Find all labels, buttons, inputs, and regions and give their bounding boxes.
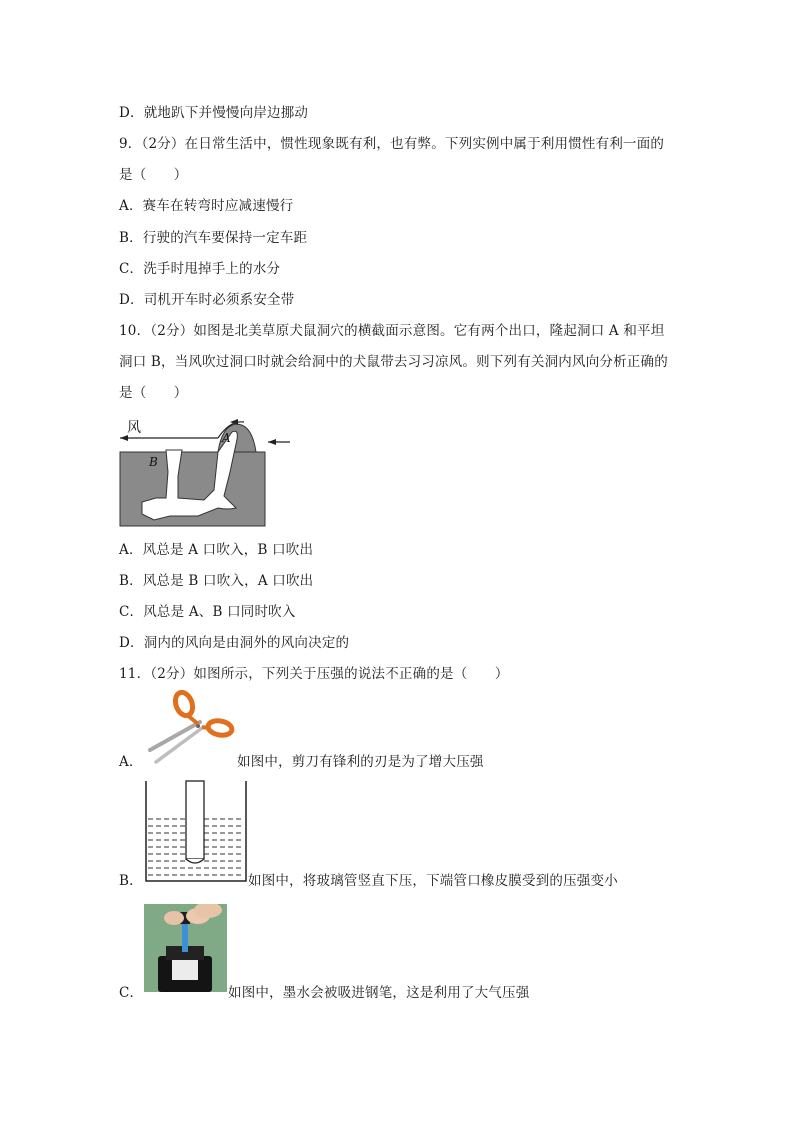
q10-option-a: A．风总是 A 口吹入，B 口吹出 xyxy=(119,542,314,558)
q11-option-c-text: 如图中，墨水会被吸进钢笔，这是利用了大气压强 xyxy=(228,985,530,1001)
wind-label: 风 xyxy=(127,420,141,436)
q9-option-c: C．洗手时甩掉手上的水分 xyxy=(119,261,281,277)
label-a: A xyxy=(222,431,231,445)
q10-stem-line2: 洞口 B，当风吹过洞口时就会给洞中的犬鼠带去习习凉风。则下列有关洞内风向分析正确的 xyxy=(119,354,668,370)
q8-option-d: D．就地趴下并慢慢向岸边挪动 xyxy=(119,105,309,121)
q10-option-b: B．风总是 B 口吹入，A 口吹出 xyxy=(119,573,314,589)
q9-option-d: D．司机开车时必须系安全带 xyxy=(119,292,295,308)
q11-stem: 11．（2分）如图所示，下列关于压强的说法不正确的是（ ） xyxy=(119,666,509,682)
q11-option-a-text: 如图中，剪刀有锋利的刃是为了增大压强 xyxy=(237,754,484,770)
label-b: B xyxy=(149,455,158,469)
q11-option-b-text: 如图中，将玻璃管竖直下压，下端管口橡皮膜受到的压强变小 xyxy=(248,873,618,889)
q9-option-b: B．行驶的汽车要保持一定车距 xyxy=(119,230,308,246)
q9-stem-line1: 9．（2分）在日常生活中，惯性现象既有利，也有弊。下列实例中属于利用惯性有利一面的 xyxy=(119,136,665,152)
scissors-image xyxy=(142,690,237,770)
q10-option-c: C．风总是 A、B 口同时吹入 xyxy=(119,604,296,620)
ink-bottle-photo xyxy=(144,904,227,992)
burrow-diagram xyxy=(118,412,293,530)
wind-arrowhead-right xyxy=(268,439,276,445)
q10-option-d: D．洞内的风向是由洞外的风向决定的 xyxy=(119,635,350,651)
q10-stem-line1: 10．（2分）如图是北美草原犬鼠洞穴的横截面示意图。它有两个出口，隆起洞口 A 和平坦 xyxy=(119,323,665,339)
beaker-tube-image xyxy=(144,779,248,883)
q9-stem-line2: 是（ ） xyxy=(119,167,188,183)
q9-option-a: A．赛车在转弯时应减速慢行 xyxy=(119,198,294,214)
q10-stem-line3: 是（ ） xyxy=(119,385,188,401)
q11-option-b-letter: B． xyxy=(119,873,143,889)
q11-option-c-letter: C． xyxy=(119,985,144,1001)
q11-option-a-letter: A． xyxy=(119,754,143,770)
